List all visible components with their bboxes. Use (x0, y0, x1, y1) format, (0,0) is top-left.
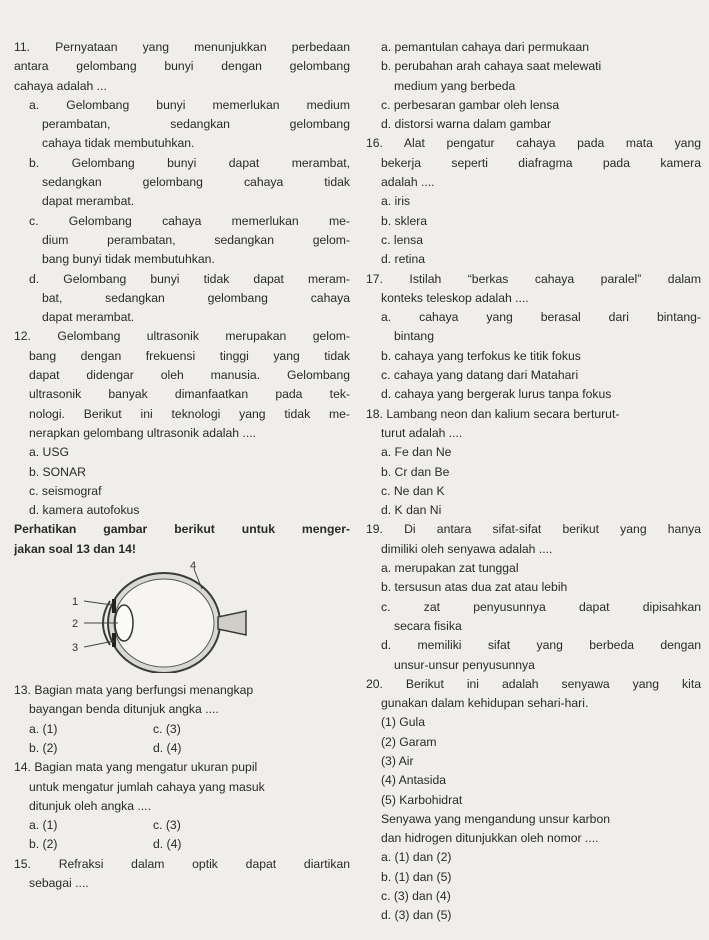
option-d[interactable]: d. K dan Ni (381, 503, 442, 518)
question-text: 18. Lambang neon dan kalium secara berturut- (366, 406, 620, 421)
question-text: cahaya adalah ... (14, 78, 107, 93)
option-d[interactable]: d. retina (381, 252, 426, 267)
label-2: 2 (72, 618, 79, 631)
right-column (366, 38, 701, 926)
label-4: 4 (190, 561, 197, 573)
option-a[interactable]: a. Fe dan Ne (381, 445, 452, 460)
option-a[interactable]: a. (1) dan (2) (381, 850, 452, 865)
question-text: sebagai .... (29, 875, 89, 890)
label-1: 1 (72, 596, 79, 609)
option-d[interactable]: d. (4) (153, 740, 182, 755)
list-item: (2) Garam (381, 734, 437, 749)
question-text: 20. Berikut ini adalah senyawa yang kita (366, 676, 701, 691)
option-b[interactable]: b. (1) dan (5) (381, 869, 452, 884)
option-b-cont: sedangkan gelombang cahaya tidak (42, 175, 350, 190)
option-a[interactable]: a. cahaya yang berasal dari bintang- (381, 310, 701, 325)
options-row (14, 739, 350, 758)
option-a-cont: cahaya tidak membutuhkan. (42, 136, 195, 151)
option-d[interactable]: d. distorsi warna dalam gambar (381, 117, 552, 132)
option-c[interactable]: c. (3) dan (4) (381, 889, 451, 904)
option-c-cont: bang bunyi tidak membutuhkan. (42, 252, 215, 267)
question-text: gunakan dalam kehidupan sehari-hari. (381, 696, 589, 711)
question-text: nologi. Berikut ini teknologi yang tidak me- (29, 406, 350, 421)
option-d[interactable]: d. cahaya yang bergerak lurus tanpa fokus (381, 387, 612, 402)
option-d-cont: bat, sedangkan gelombang cahaya (42, 290, 350, 305)
question-text: dan hidrogen ditunjukkan oleh nomor .... (381, 831, 599, 846)
options-row (14, 720, 350, 739)
option-a[interactable]: a. Gelombang bunyi memerlukan medium (29, 97, 350, 112)
option-a[interactable]: a. iris (381, 194, 411, 209)
question-text: 16. Alat pengatur cahaya pada mata yang (366, 136, 701, 151)
option-c[interactable]: c. perbesaran gambar oleh lensa (381, 97, 560, 112)
option-d[interactable]: d. Gelombang bunyi tidak dapat meram- (29, 271, 350, 286)
question-text: adalah .... (381, 175, 435, 190)
question-text: nerapkan gelombang ultrasonik adalah .... (29, 425, 256, 440)
option-b[interactable]: b. Cr dan Be (381, 464, 450, 479)
option-c[interactable]: c. (3) (153, 721, 181, 736)
option-a[interactable]: a. (1) (29, 818, 58, 833)
question-text: 14. Bagian mata yang mengatur ukuran pupil (14, 760, 258, 775)
option-c[interactable]: c. Ne dan K (381, 483, 445, 498)
question-14 (14, 758, 350, 854)
option-c[interactable]: c. seismograf (29, 483, 102, 498)
question-19 (366, 520, 701, 674)
left-column (14, 38, 350, 893)
option-c[interactable]: c. lensa (381, 232, 424, 247)
options-row (14, 835, 350, 854)
question-17 (366, 270, 701, 405)
option-b-cont: dapat merambat. (42, 194, 135, 209)
question-text: ditunjuk oleh angka .... (29, 798, 151, 813)
option-d[interactable]: d. (4) (153, 837, 182, 852)
question-15 (14, 855, 350, 894)
option-c-cont: secara fisika (394, 618, 462, 633)
question-13 (14, 681, 350, 758)
eye-diagram (14, 561, 274, 673)
instruction-text: Perhatikan gambar berikut untuk menger- (14, 522, 350, 537)
question-12 (14, 327, 350, 520)
option-a[interactable]: a. pemantulan cahaya dari permukaan (381, 40, 589, 54)
question-18 (366, 405, 701, 521)
question-16 (366, 134, 701, 269)
question-11 (14, 38, 350, 327)
option-b[interactable]: b. tersusun atas dua zat atau lebih (381, 580, 568, 595)
question-20 (366, 675, 701, 926)
option-b-cont: medium yang berbeda (394, 78, 516, 93)
option-d[interactable]: d. memiliki sifat yang berbeda dengan (381, 638, 701, 653)
question-text: 19. Di antara sifat-sifat berikut yang hanya (366, 522, 701, 537)
option-c[interactable]: c. Gelombang cahaya memerlukan me- (29, 213, 350, 228)
option-b[interactable]: b. perubahan arah cahaya saat melewati (381, 59, 602, 74)
option-d[interactable]: d. (3) dan (5) (381, 908, 452, 923)
option-a[interactable]: a. merupakan zat tunggal (381, 561, 519, 576)
question-text: antara gelombang bunyi dengan gelombang (14, 59, 350, 74)
option-c[interactable]: c. (3) (153, 818, 181, 833)
option-b[interactable]: b. sklera (381, 213, 428, 228)
question-text: 13. Bagian mata yang berfungsi menangkap (14, 683, 254, 698)
option-b[interactable]: b. (2) (29, 740, 58, 755)
option-a[interactable]: a. USG (29, 445, 69, 460)
option-c[interactable]: c. cahaya yang datang dari Matahari (381, 368, 579, 383)
option-a-cont: bintang (394, 329, 434, 344)
instruction-text: jakan soal 13 dan 14! (14, 541, 136, 556)
label-3: 3 (72, 642, 79, 655)
option-d-cont: dapat merambat. (42, 310, 135, 325)
option-b[interactable]: b. cahaya yang terfokus ke titik fokus (381, 348, 581, 363)
option-d[interactable]: d. kamera autofokus (29, 503, 140, 518)
question-text: bang dengan frekuensi tinggi yang tidak (29, 348, 350, 363)
option-a[interactable]: a. (1) (29, 721, 58, 736)
question-text: 12. Gelombang ultrasonik merupakan gelom- (14, 329, 350, 344)
optic-nerve-shape (218, 611, 246, 635)
question-text: Senyawa yang mengandung unsur karbon (381, 811, 611, 826)
question-text: bekerja seperti diafragma pada kamera (381, 155, 701, 170)
question-text: dapat didengar oleh manusia. Gelombang (29, 368, 350, 383)
question-text: 11. Pernyataan yang menunjukkan perbedaan (14, 40, 350, 54)
option-b[interactable]: b. SONAR (29, 464, 86, 479)
question-15-options (366, 38, 701, 134)
question-text: 17. Istilah “berkas cahaya paralel” dalam (366, 271, 701, 286)
question-text: 15. Refraksi dalam optik dapat diartikan (14, 856, 350, 871)
option-b[interactable]: b. (2) (29, 837, 58, 852)
option-c[interactable]: c. zat penyusunnya dapat dipisahkan (381, 599, 701, 614)
option-c-cont: dium perambatan, sedangkan gelom- (42, 232, 350, 247)
list-item: (3) Air (381, 753, 414, 768)
list-item: (5) Karbohidrat (381, 792, 463, 807)
list-item: (4) Antasida (381, 773, 447, 788)
question-text: dimiliki oleh senyawa adalah .... (381, 541, 553, 556)
option-d-cont: unsur-unsur penyusunnya (394, 657, 535, 672)
list-item: (1) Gula (381, 715, 426, 730)
question-text: untuk mengatur jumlah cahaya yang masuk (29, 779, 265, 794)
options-row (14, 816, 350, 835)
question-text: konteks teleskop adalah .... (381, 290, 529, 305)
question-text: ultrasonik banyak dimanfaatkan pada tek- (29, 387, 350, 402)
option-a-cont: perambatan, sedangkan gelombang (42, 117, 350, 132)
question-text: turut adalah .... (381, 425, 463, 440)
option-b[interactable]: b. Gelombang bunyi dapat merambat, (29, 155, 350, 170)
eye-figure (14, 561, 350, 673)
question-text: bayangan benda ditunjuk angka .... (29, 702, 219, 717)
